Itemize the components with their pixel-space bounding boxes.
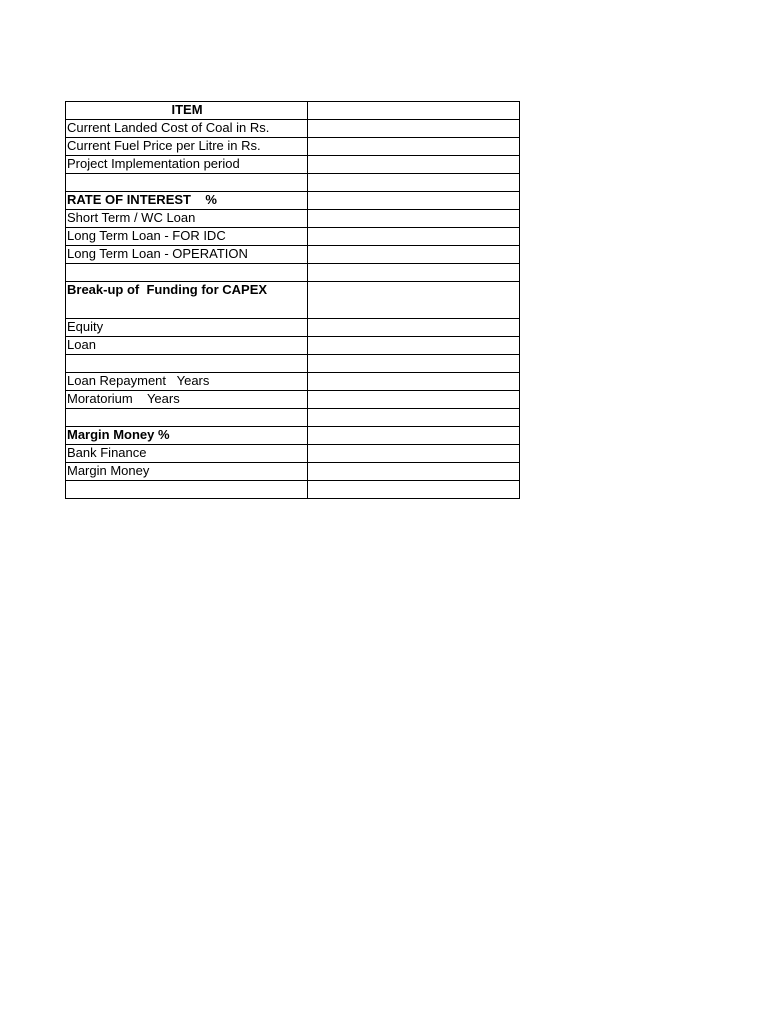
table-row	[66, 210, 520, 228]
label-cell[interactable]: Moratorium Years	[66, 391, 308, 409]
label-cell[interactable]: Long Term Loan - OPERATION	[66, 246, 308, 264]
value-cell[interactable]	[308, 210, 520, 228]
label-cell[interactable]: Bank Finance	[66, 445, 308, 463]
label-cell[interactable]: Short Term / WC Loan	[66, 210, 308, 228]
table-row	[66, 156, 520, 174]
table-row	[66, 481, 520, 499]
table-row	[66, 319, 520, 337]
item-header-cell[interactable]: ITEM	[66, 102, 308, 120]
table-row	[66, 463, 520, 481]
value-cell[interactable]	[308, 463, 520, 481]
label-cell[interactable]: Current Landed Cost of Coal in Rs.	[66, 120, 308, 138]
table-row	[66, 228, 520, 246]
value-cell[interactable]	[308, 355, 520, 373]
section-row	[66, 427, 520, 445]
section-heading-cell[interactable]: RATE OF INTEREST %	[66, 192, 308, 210]
table-row	[66, 409, 520, 427]
label-cell[interactable]: Long Term Loan - FOR IDC	[66, 228, 308, 246]
value-cell[interactable]	[308, 192, 520, 210]
value-cell[interactable]	[308, 282, 520, 319]
value-cell[interactable]	[308, 409, 520, 427]
section-heading-cell[interactable]: Break-up of Funding for CAPEX	[66, 282, 308, 319]
value-cell[interactable]	[308, 120, 520, 138]
value-cell[interactable]	[308, 246, 520, 264]
value-cell[interactable]	[308, 445, 520, 463]
label-cell[interactable]: Current Fuel Price per Litre in Rs.	[66, 138, 308, 156]
table-row	[66, 138, 520, 156]
label-cell[interactable]: Margin Money	[66, 463, 308, 481]
table-row	[66, 373, 520, 391]
table-row	[66, 391, 520, 409]
label-cell[interactable]	[66, 174, 308, 192]
value-cell[interactable]	[308, 264, 520, 282]
table-row	[66, 174, 520, 192]
label-cell[interactable]: Loan Repayment Years	[66, 373, 308, 391]
value-cell[interactable]	[308, 138, 520, 156]
header-row	[66, 102, 520, 120]
value-cell[interactable]	[308, 427, 520, 445]
label-cell[interactable]: Equity	[66, 319, 308, 337]
table-row	[66, 337, 520, 355]
section-heading-cell[interactable]: Margin Money %	[66, 427, 308, 445]
value-cell[interactable]	[308, 319, 520, 337]
label-cell[interactable]	[66, 409, 308, 427]
section-row	[66, 192, 520, 210]
value-cell[interactable]	[308, 373, 520, 391]
table-row	[66, 355, 520, 373]
value-cell[interactable]	[308, 228, 520, 246]
value-cell[interactable]	[308, 481, 520, 499]
value-cell[interactable]	[308, 337, 520, 355]
value-cell[interactable]	[308, 156, 520, 174]
label-cell[interactable]	[66, 481, 308, 499]
label-cell[interactable]: Project Implementation period	[66, 156, 308, 174]
item-table	[65, 101, 520, 499]
value-header-cell[interactable]	[308, 102, 520, 120]
table-row	[66, 445, 520, 463]
table-row	[66, 246, 520, 264]
table-row	[66, 264, 520, 282]
label-cell[interactable]	[66, 264, 308, 282]
value-cell[interactable]	[308, 174, 520, 192]
label-cell[interactable]	[66, 355, 308, 373]
label-cell[interactable]: Loan	[66, 337, 308, 355]
value-cell[interactable]	[308, 391, 520, 409]
section-row	[66, 282, 520, 319]
table-row	[66, 120, 520, 138]
